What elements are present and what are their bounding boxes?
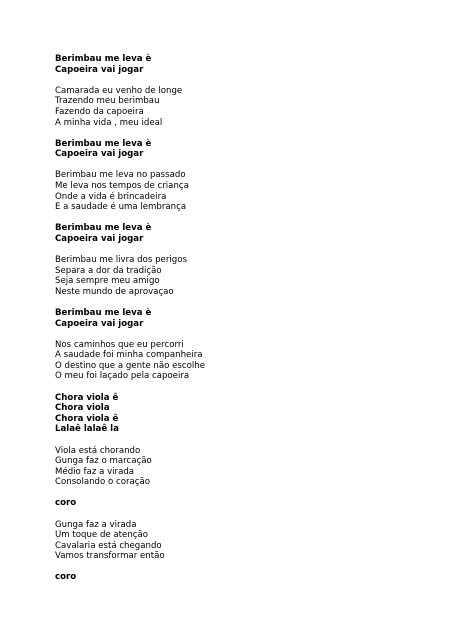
verse-line: Fazendo da capoeira [55, 106, 144, 117]
verse-line: Berimbau me leva no passado [55, 170, 186, 181]
chorus-line: Berimbau me leva è [55, 54, 152, 64]
verse-line: Nos caminhos que eu percorri [55, 339, 184, 350]
verse-line: Me leva nos tempos de criança [55, 181, 189, 191]
verse-line: Camarada eu venho de longe [55, 85, 183, 96]
chorus-line: Berimbau me leva è [55, 138, 152, 149]
chorus-line: Berimbau me leva è [55, 307, 152, 318]
verse-line: Cavalaria está chegando [55, 540, 162, 551]
verse-line: Um toque de atenção [55, 530, 149, 541]
chorus-line: Capoeira vai jogar [55, 233, 144, 244]
chorus-line: Capoeira vai jogar [55, 318, 144, 329]
chorus-line: Chora viola ê [55, 392, 119, 403]
verse-line: Viola está chorando [55, 445, 141, 456]
verse-line: Vamos transformar então [55, 551, 165, 562]
chorus-line: Lalaê lalaê la [55, 424, 119, 435]
verse-line: Berimbau me livra dos perigos [55, 255, 187, 265]
chorus-line: Chora viola ê [55, 413, 119, 424]
verse-line: Gunga faz o marcação [55, 456, 152, 466]
verse-line: O destino que a gente não escolhe [55, 360, 205, 371]
verse-line: O meu foi laçado pela capoeira [55, 371, 190, 382]
verse-line: A minha vida , meu ideal [55, 117, 163, 128]
verse-line: Seja sempre meu amigo [55, 276, 160, 287]
chorus-line: Capoeira vai jogar [55, 149, 144, 160]
verse-line: Consolando o coração [55, 477, 151, 488]
verse-line: E a saudade é uma lembrança [55, 202, 187, 213]
chorus-line: Capoeira vai jogar [55, 64, 144, 75]
verse-line: Onde a vida é brincadeira [55, 191, 167, 202]
verse-line: Separa a dor da tradição [55, 265, 162, 276]
chorus-line: coro [55, 572, 77, 583]
chorus-line: Chora viola [55, 403, 110, 414]
verse-line: Neste mundo de aprovaçao [55, 286, 174, 297]
verse-line: Trazendo meu berimbau [55, 96, 160, 107]
chorus-line: Berimbau me leva è [55, 223, 152, 234]
verse-line: Médio faz a virada [55, 466, 135, 477]
verse-line: Gunga faz a virada [55, 519, 137, 530]
verse-line: A saudade foi minha companheira [55, 350, 203, 361]
chorus-line: coro [55, 498, 77, 509]
